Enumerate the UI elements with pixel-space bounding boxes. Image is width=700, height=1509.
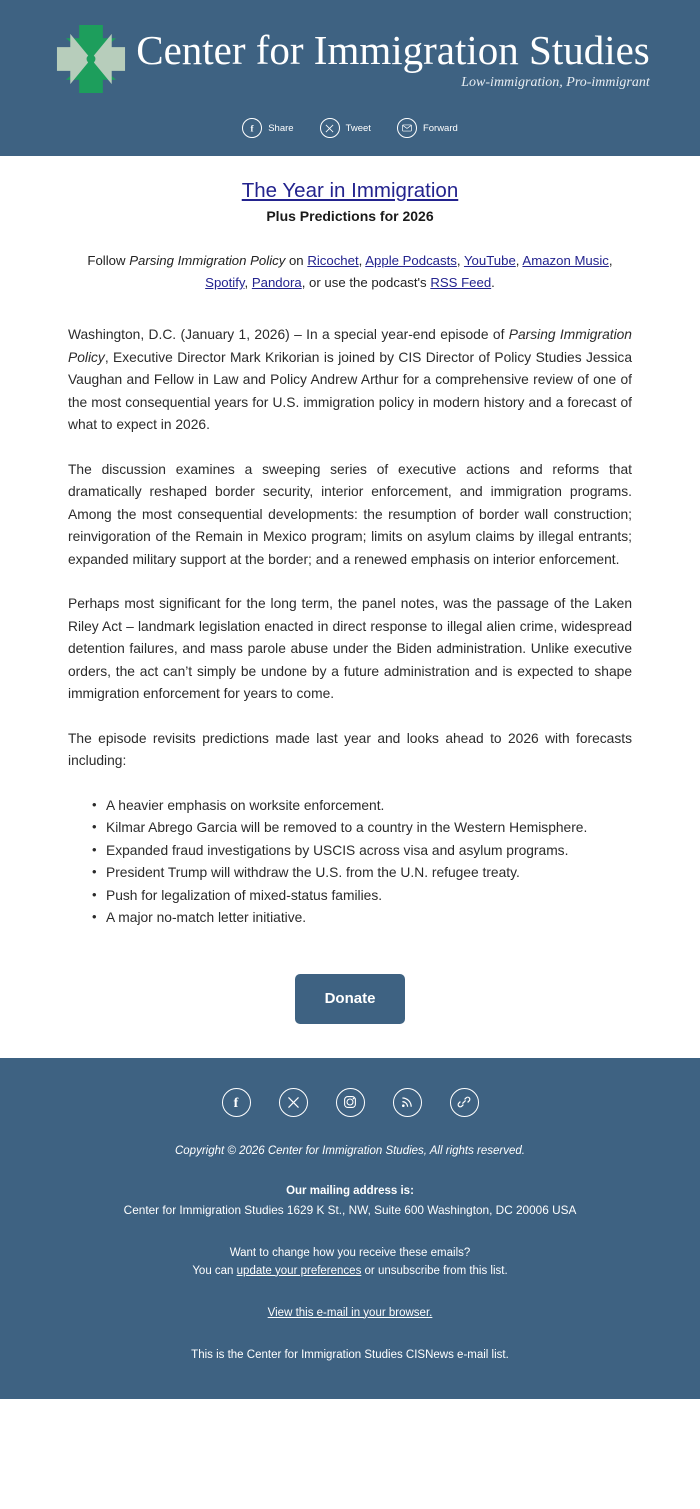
follow-prefix: Follow bbox=[87, 253, 130, 268]
follow-on: on bbox=[285, 253, 308, 268]
forecasts-list bbox=[68, 795, 632, 930]
email-body bbox=[0, 156, 700, 1058]
update-preferences-link[interactable]: update your preferences bbox=[236, 1264, 362, 1277]
list-item: • Push for legalization of mixed-status families. bbox=[106, 885, 632, 908]
view-in-browser-row bbox=[40, 1305, 660, 1321]
follow-podcast-line: Follow Parsing Immigration Policy on Ricochet, Apple Podcasts, YouTube, Amazon Music, Spotify, Pandora, or use the podcast's RSS Feed. bbox=[87, 253, 613, 290]
follow-period: . bbox=[491, 275, 495, 290]
paragraph-1-part-1: Washington, D.C. (January 1, 2026) – In a special year-end episode of bbox=[68, 327, 509, 342]
x-twitter-icon[interactable] bbox=[279, 1088, 308, 1117]
list-note-text: This is the Center for Immigration Studies CISNews e-mail list. bbox=[191, 1348, 509, 1361]
link-amazon-music[interactable]: Amazon Music bbox=[522, 253, 609, 268]
link-ricochet[interactable]: Ricochet bbox=[307, 253, 359, 268]
list-item: • A major no-match letter initiative. bbox=[106, 907, 632, 930]
list-item: • Expanded fraud investigations by USCIS across visa and asylum programs. bbox=[106, 840, 632, 863]
link-pandora[interactable]: Pandora bbox=[251, 275, 302, 290]
facebook-icon[interactable] bbox=[222, 1088, 251, 1117]
brand-row bbox=[0, 22, 700, 96]
share-row bbox=[0, 118, 700, 138]
preferences-line bbox=[40, 1263, 660, 1279]
article-paragraph-1 bbox=[68, 324, 632, 437]
paragraph-1-italic: Parsing Immigration Policy bbox=[68, 327, 632, 365]
preferences-prefix: You can bbox=[192, 1264, 237, 1277]
brand-tagline: Low-immigration, Pro-immigrant bbox=[461, 74, 650, 90]
email-header bbox=[0, 0, 700, 156]
instagram-icon[interactable] bbox=[336, 1088, 365, 1117]
share-facebook-button[interactable] bbox=[242, 118, 293, 138]
mailing-address-line: Center for Immigration Studies 1629 K St., NW, Suite 600 Washington, DC 20006 USA bbox=[123, 1202, 577, 1217]
x-twitter-icon bbox=[320, 118, 340, 138]
list-item: • Kilmar Abrego Garcia will be removed to a country in the Western Hemisphere. bbox=[106, 817, 632, 840]
follow-or-text: , or use the podcast's bbox=[301, 275, 431, 290]
share-label: Forward bbox=[422, 122, 458, 134]
donate-button[interactable]: Donate bbox=[295, 974, 406, 1024]
preferences-question: Want to change how you receive these emails? bbox=[229, 1246, 471, 1259]
footer-social-row bbox=[40, 1088, 660, 1117]
paragraph-1-part-2: , Executive Director Mark Krikorian is joined by CIS Director of Policy Studies Jessica Vaughan and Fellow in Law and Policy Andrew Arthur for a comprehensive review of one of the most consequential years for U.S. immigration policy in modern history and a forecast of what to expect in 2026. bbox=[68, 349, 632, 432]
donate-button-wrapper bbox=[68, 974, 632, 1024]
article-title-link[interactable]: The Year in Immigration bbox=[241, 179, 459, 202]
share-label: Share bbox=[268, 122, 294, 134]
link-rss-feed[interactable]: RSS Feed bbox=[430, 275, 492, 290]
share-forward-button[interactable] bbox=[397, 118, 458, 138]
cis-four-arrow-logo-icon bbox=[54, 22, 128, 96]
brand-text bbox=[136, 27, 650, 92]
svg-text:f: f bbox=[233, 1096, 239, 1109]
copyright-text: Copyright © 2026 Center for Immigration Studies, All rights reserved. bbox=[174, 1144, 525, 1157]
page-title: Center for Immigration Studies bbox=[136, 26, 650, 73]
envelope-icon bbox=[397, 118, 417, 138]
article-paragraph-3: Perhaps most significant for the long term, the panel notes, was the passage of the Laken Riley Act – landmark legislation enacted in direct response to illegal alien crime, widespread detention failures, and mass parole abuse under the Biden administration. Unlike executive orders, the act can’t simply be undone by a future administration and is expected to shape immigration enforcement for years to come. bbox=[68, 596, 632, 701]
preferences-suffix: or unsubscribe from this list. bbox=[361, 1264, 508, 1277]
list-item: • President Trump will withdraw the U.S. from the U.N. refugee treaty. bbox=[106, 862, 632, 885]
link-youtube[interactable]: YouTube bbox=[463, 253, 516, 268]
view-in-browser-link[interactable]: View this e-mail in your browser. bbox=[267, 1306, 433, 1319]
svg-text:f: f bbox=[250, 123, 254, 133]
rss-icon[interactable] bbox=[393, 1088, 422, 1117]
facebook-icon bbox=[242, 118, 262, 138]
share-label: Tweet bbox=[345, 122, 371, 134]
article-subtitle: Plus Predictions for 2026 bbox=[266, 208, 434, 224]
share-tweet-button[interactable] bbox=[320, 118, 371, 138]
mailing-address-heading: Our mailing address is: bbox=[286, 1184, 414, 1197]
article-paragraph-4: The episode revisits predictions made last year and looks ahead to 2026 with forecasts including: bbox=[68, 730, 632, 768]
email-footer bbox=[0, 1058, 700, 1399]
podcast-name: Parsing Immigration Policy bbox=[129, 253, 286, 268]
link-icon[interactable] bbox=[450, 1088, 479, 1117]
link-spotify[interactable]: Spotify bbox=[205, 275, 245, 290]
list-item: • A heavier emphasis on worksite enforcement. bbox=[106, 795, 632, 818]
article-paragraph-2: The discussion examines a sweeping series of executive actions and reforms that dramatically reshaped border security, interior enforcement, and immigration programs. Among the most consequential developments: the resumption of border wall construction; reinvigoration of the Remain in Mexico program; limits on asylum claims by illegal entrants; expanded military support at the border; and a renewed emphasis on interior enforcement. bbox=[68, 461, 632, 567]
link-apple-podcasts[interactable]: Apple Podcasts bbox=[365, 253, 457, 268]
